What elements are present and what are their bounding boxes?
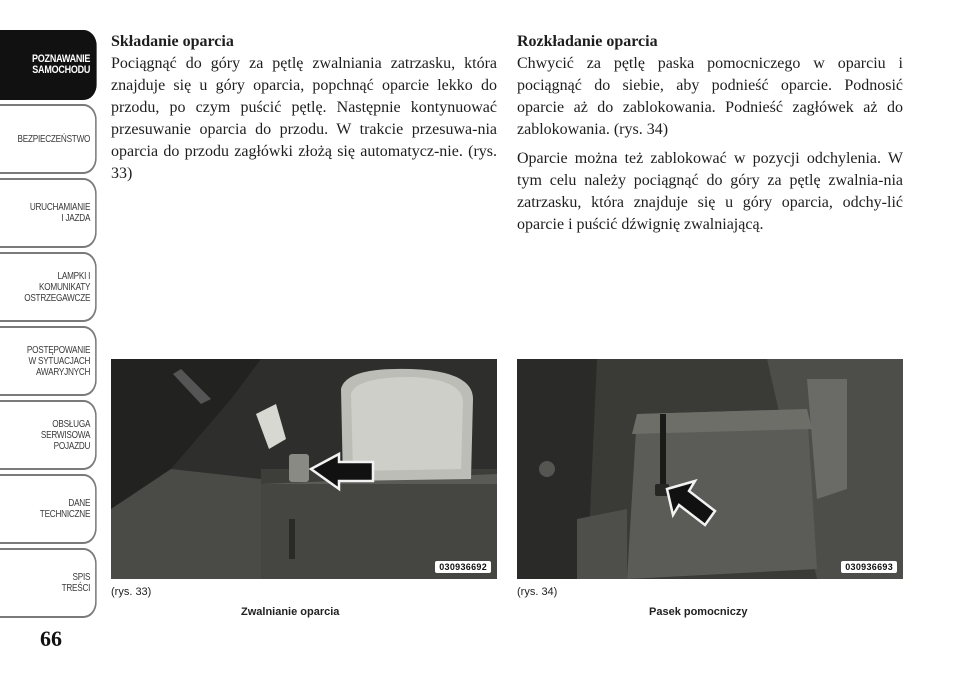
- section-paragraph: Chwycić za pętlę paska pomocniczego w oparciu i pociągnąć do siebie, aby podnieść oparcie. Podnosić oparcie aż do zablokowania. Podnieść zagłówek aż do zablokowania. (rys. 34): [517, 55, 903, 138]
- figure-release-backrest: [111, 359, 497, 579]
- tab-label: DANE TECHNICZNE: [39, 498, 91, 520]
- tab-postepowanie-awaryjne[interactable]: [0, 326, 97, 396]
- tab-poznawanie-samochodu[interactable]: [0, 30, 97, 100]
- tab-obsluga-serwisowa[interactable]: [0, 400, 97, 470]
- tab-label: URUCHAMIANIE I JAZDA: [29, 202, 91, 224]
- figure-caption: Zwalnianie oparcia: [241, 606, 340, 618]
- section-heading: Rozkładanie oparcia: [517, 33, 658, 50]
- figure-code: 030936693: [841, 561, 897, 573]
- figure-reference: (rys. 33): [111, 586, 152, 598]
- figure-reference: (rys. 34): [517, 586, 558, 598]
- tab-label: LAMPKI I KOMUNIKATY OSTRZEGAWCZE: [24, 270, 91, 304]
- tab-bezpieczenstwo[interactable]: [0, 104, 97, 174]
- tab-uruchamianie-i-jazda[interactable]: [0, 178, 97, 248]
- tab-label: OBSŁUGA SERWISOWA POJAZDU: [40, 418, 91, 452]
- tab-label: SPIS TREŚCI: [61, 572, 91, 594]
- tab-label: POSTĘPOWANIE W SYTUACJACH AWARYJNYCH: [26, 344, 91, 378]
- tab-spis-tresci[interactable]: [0, 548, 97, 618]
- tab-label: POZNAWANIE SAMOCHODU: [32, 53, 91, 76]
- tab-label: BEZPIECZEŃSTWO: [17, 133, 91, 145]
- figure-caption: Pasek pomocniczy: [649, 606, 748, 618]
- figure-assist-strap: [517, 359, 903, 579]
- section-paragraph: Oparcie można też zablokować w pozycji odchylenia. W tym celu należy pociągnąć do góry za pętlę zwalnia-nia zatrzasku, która znajduje się u góry oparcia, odchy-lić oparcie i puścić dźwignię zwalniającą.: [517, 150, 903, 233]
- section-paragraph: Pociągnąć do góry za pętlę zwalniania zatrzasku, która znajduje się u góry oparcia, popchnąć oparcie lekko do przodu, po czym puścić pętlę. Następnie kontynuować przesuwanie oparcia do przodu. W trakcie przesuwa-nia oparcia do przodu zagłówki złożą się automatycz-nie. (rys. 33): [111, 55, 497, 182]
- figure-code: 030936692: [435, 561, 491, 573]
- seat-photo-illustration: [517, 359, 903, 579]
- page-number: 66: [40, 626, 62, 651]
- section-folding-backrest: [111, 31, 497, 192]
- tab-dane-techniczne[interactable]: [0, 474, 97, 544]
- tab-lampki-i-komunikaty[interactable]: [0, 252, 97, 322]
- section-heading: Składanie oparcia: [111, 33, 234, 50]
- seat-photo-illustration: [111, 359, 497, 579]
- section-unfolding-backrest: [517, 31, 903, 243]
